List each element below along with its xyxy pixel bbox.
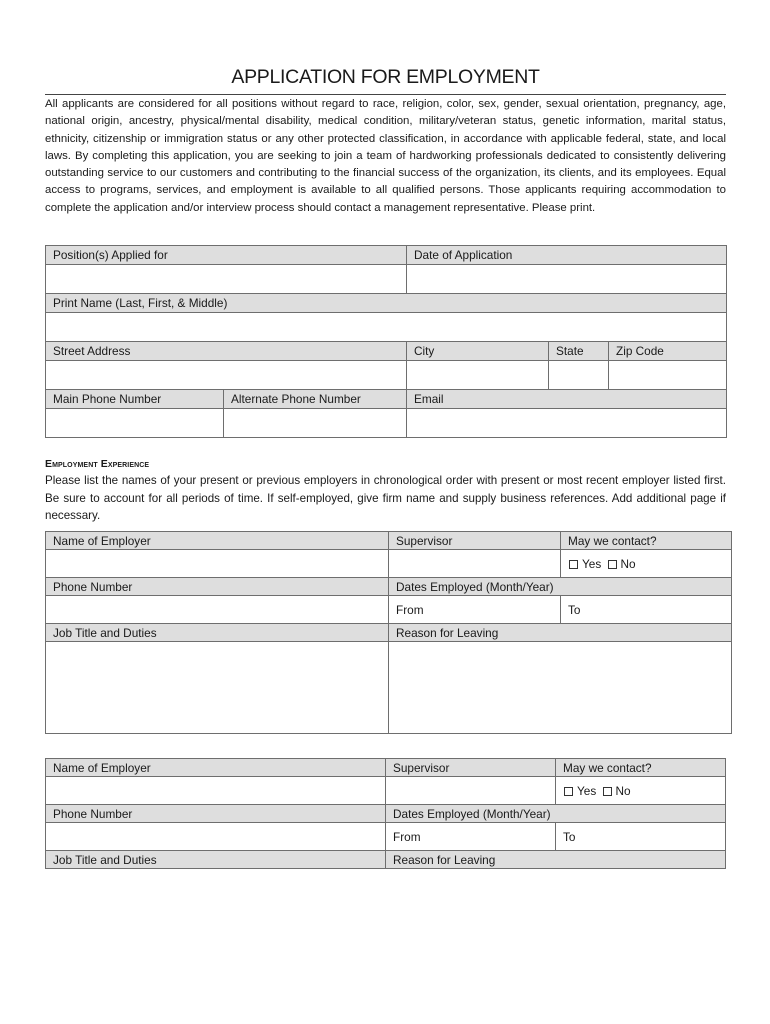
from-label: From (396, 602, 424, 617)
state-input[interactable] (549, 361, 609, 390)
yes-label: Yes (582, 556, 602, 571)
personal-info-table (45, 245, 727, 438)
job-title-label: Job Title and Duties (46, 624, 389, 642)
title-divider (45, 94, 726, 95)
dates-employed-label: Dates Employed (Month/Year) (386, 805, 726, 823)
phone-number-label: Phone Number (46, 805, 386, 823)
employer-name-label: Name of Employer (46, 759, 386, 777)
from-label: From (393, 829, 421, 844)
to-label: To (563, 829, 576, 844)
no-label: No (620, 556, 636, 571)
position-applied-label: Position(s) Applied for (46, 246, 407, 265)
main-phone-label: Main Phone Number (46, 390, 224, 409)
no-label: No (615, 783, 631, 798)
reason-for-leaving-label: Reason for Leaving (386, 851, 726, 869)
page-title: APPLICATION FOR EMPLOYMENT (231, 66, 540, 88)
zip-code-input[interactable] (609, 361, 727, 390)
may-we-contact-label: May we contact? (556, 759, 726, 777)
date-of-application-label: Date of Application (407, 246, 727, 265)
street-address-input[interactable] (46, 361, 407, 390)
dates-employed-label: Dates Employed (Month/Year) (389, 578, 732, 596)
zip-code-label: Zip Code (609, 342, 727, 361)
reason-for-leaving-input[interactable] (389, 642, 732, 734)
supervisor-input[interactable] (386, 777, 556, 805)
intro-paragraph: All applicants are considered for all positions without regard to race, religion, color, sex, gender, sexual orientation, pregnancy, age, national origin, ancestry, physical/mental disability, medical condition, military/veteran status, genetic information, marital status, ethnicity, citizenship or immigration status or any other protected classification, in accordance with applicable federal, state, and local laws. By completing this application, you are seeking to join a team of hardworking professionals dedicated to consistently delivering outstanding service to our customers and contributing to the financial success of the organization, its clients, and its employees. Equal access to programs, services, and employment is available to all qualified persons. Those applicants requiring accommodation to complete the application and/or interview process should contact a management representative. Please print. (45, 98, 726, 214)
may-we-contact-label: May we contact? (561, 532, 732, 550)
main-phone-input[interactable] (46, 409, 224, 438)
phone-number-input[interactable] (46, 596, 389, 624)
yes-checkbox[interactable] (569, 560, 578, 569)
reason-for-leaving-label: Reason for Leaving (389, 624, 732, 642)
email-input[interactable] (407, 409, 727, 438)
employment-instructions: Please list the names of your present or previous employers in chronological order with present or most recent employer listed first. Be sure to account for all periods of time. If self-employed, give firm name and supply business references. Add additional page if necessary. (45, 474, 726, 523)
date-to-input[interactable] (561, 596, 732, 624)
phone-number-label: Phone Number (46, 578, 389, 596)
yes-label: Yes (577, 783, 597, 798)
date-to-input[interactable] (556, 823, 726, 851)
no-checkbox[interactable] (603, 787, 612, 796)
state-label: State (549, 342, 609, 361)
employer-name-input[interactable] (46, 777, 386, 805)
job-title-label: Job Title and Duties (46, 851, 386, 869)
alternate-phone-input[interactable] (224, 409, 407, 438)
no-checkbox[interactable] (608, 560, 617, 569)
employer-block (45, 531, 732, 734)
job-title-input[interactable] (46, 642, 389, 734)
contact-options (561, 550, 732, 578)
date-of-application-input[interactable] (407, 265, 727, 294)
date-from-input[interactable] (386, 823, 556, 851)
city-input[interactable] (407, 361, 549, 390)
print-name-label: Print Name (Last, First, & Middle) (46, 294, 727, 313)
date-from-input[interactable] (389, 596, 561, 624)
employer-name-input[interactable] (46, 550, 389, 578)
employer-name-label: Name of Employer (46, 532, 389, 550)
employment-experience-heading: Employment Experience (45, 458, 150, 470)
email-label: Email (407, 390, 727, 409)
employer-block (45, 758, 726, 869)
street-address-label: Street Address (46, 342, 407, 361)
supervisor-label: Supervisor (386, 759, 556, 777)
yes-checkbox[interactable] (564, 787, 573, 796)
supervisor-input[interactable] (389, 550, 561, 578)
contact-options (556, 777, 726, 805)
supervisor-label: Supervisor (389, 532, 561, 550)
phone-number-input[interactable] (46, 823, 386, 851)
city-label: City (407, 342, 549, 361)
alternate-phone-label: Alternate Phone Number (224, 390, 407, 409)
position-applied-input[interactable] (46, 265, 407, 294)
to-label: To (568, 602, 581, 617)
print-name-input[interactable] (46, 313, 727, 342)
